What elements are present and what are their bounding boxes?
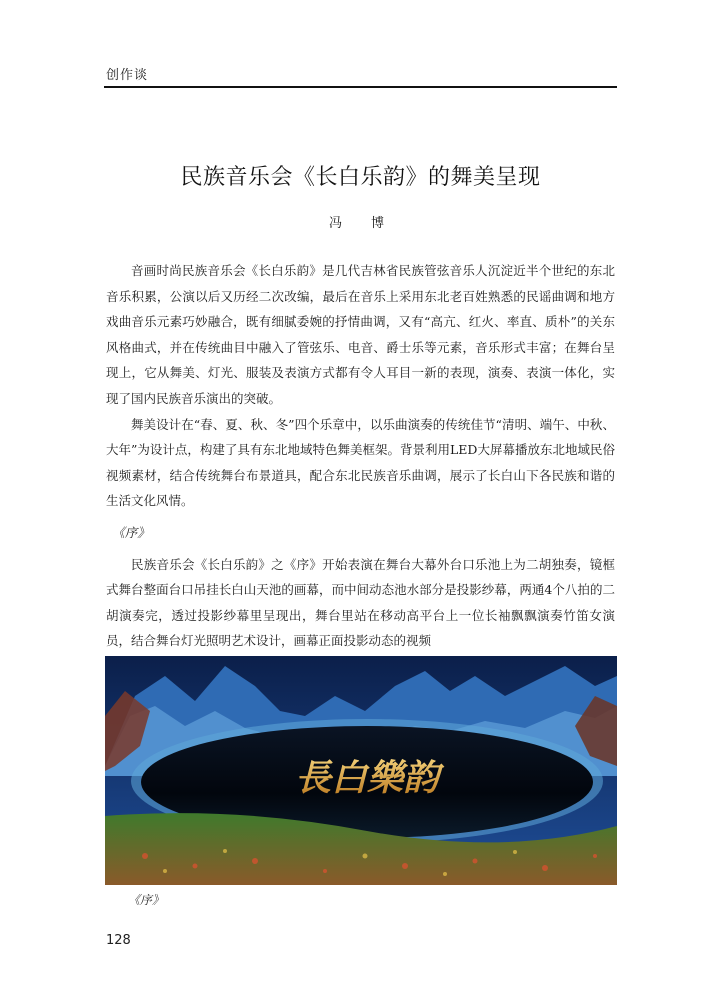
- paragraph: 音画时尚民族音乐会《长白乐韵》是几代吉林省民族管弦音乐人沉淀近半个世纪的东北音乐积累，公演以后又历经二次改编，最后在音乐上采用东北老百姓熟悉的民谣曲调和地方戏曲音乐元素巧妙融合，既有细腻委婉的抒情曲调，又有“高亢、红火、率直、质朴”的关东风格曲式，并在传统曲目中融入了管弦乐、电音、爵士乐等元素，音乐形式丰富；在舞台呈现上，它从舞美、灯光、服装及表演方式都有令人耳目一新的表现，演奏、表演一体化，实现了国内民族音乐演出的突破。: [106, 263, 615, 406]
- paragraph: 舞美设计在“春、夏、秋、冬”四个乐章中，以乐曲演奏的传统佳节“清明、端午、中秋、大年”为设计点，构建了具有东北地域特色舞美框架。背景利用LED大屏幕播放东北地域民俗视频素材，结合传统舞台布景道具，配合东北民族音乐曲调，展示了长白山下各民族和谐的生活文化风情。: [106, 416, 615, 509]
- header-divider: [104, 86, 617, 88]
- stage-photo-graphic: [105, 656, 617, 885]
- stage-photo: [105, 656, 617, 885]
- article-body: [106, 258, 615, 654]
- section-heading: 《序》: [112, 524, 150, 540]
- article-title: 民族音乐会《长白乐韵》的舞美呈现: [180, 165, 541, 190]
- calligraphy-title: 長白樂韵: [294, 757, 440, 799]
- page-number: 128: [106, 933, 131, 948]
- paragraph: 民族音乐会《长白乐韵》之《序》开始表演在舞台大幕外台口乐池上为二胡独奏，镜框式舞台整面台口吊挂长白山天池的画幕，而中间动态池水部分是投影纱幕，两通4个八拍的二胡演奏完，透过投影纱幕里呈现出，舞台里站在移动高平台上一位长袖飘飘演奏竹笛女演员，结合舞台灯光照明艺术设计，画幕正面投影动态的视频: [106, 556, 615, 649]
- figure-caption: 《序》: [128, 893, 165, 907]
- section-label: 创作谈: [106, 68, 149, 83]
- article-author: 冯 博: [328, 216, 392, 231]
